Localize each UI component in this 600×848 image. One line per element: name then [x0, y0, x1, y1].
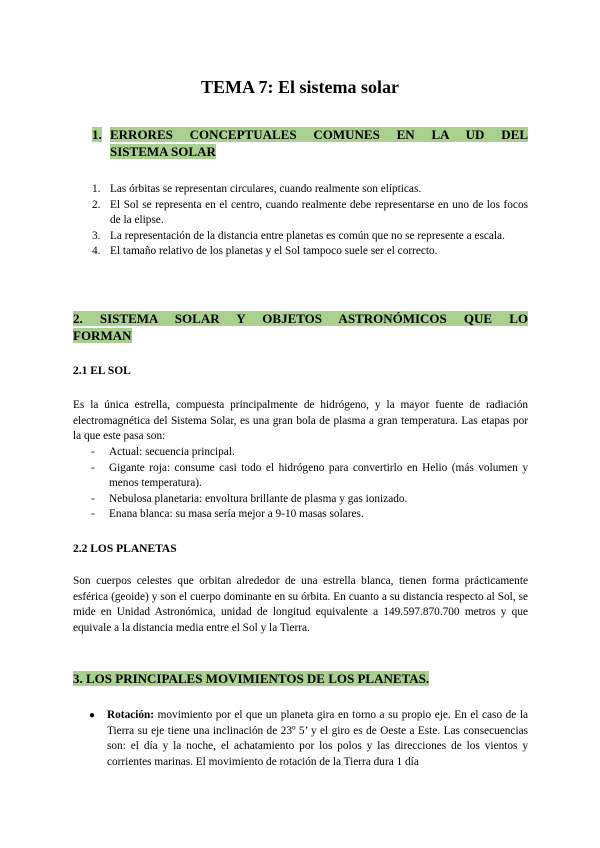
- list-item: - Gigante roja: consume casi todo el hidrógeno para convertirlo en Helio (más volumen y menos temperatura).: [91, 461, 528, 489]
- rotacion-text: movimiento por el que un planeta gira en torno a su propio eje. En el caso de la Tierra su eje tiene una inclinación de 23º 5’ y el giro es de Oeste a Este. Las consecuencias son: el día y la noche, el achatamiento por los polos y las direcciones de los vientos y corrientes marinas. El movimiento de rotación de la Tierra dura 1 día: [107, 709, 528, 768]
- planetas-paragraph: Son cuerpos celestes que orbitan alrededor de una estrella blanca, tienen forma prácticamente esférica (geoide) y son el cuerpo dominante en su órbita. En cuanto a su distancia respecto al Sol, se mide en Unidad Astronómica, unidad de longitud equivalente a 149.597.870.700 metros y que equivale a la distancia media entre el Sol y la Tierra.: [73, 575, 528, 634]
- subheading-los-planetas: 2.2 LOS PLANETAS: [73, 543, 177, 555]
- section-1-heading: [92, 126, 528, 160]
- bullet-icon: ●: [89, 710, 96, 721]
- list-item: 3. La representación de la distancia entre planetas es común que no se represente a escala.: [92, 229, 505, 242]
- section-3-heading-text: 3. LOS PRINCIPALES MOVIMIENTOS DE LOS PLANETAS.: [73, 671, 430, 686]
- rotacion-label: Rotación:: [107, 709, 155, 721]
- section-3-heading: [73, 670, 528, 687]
- errors-list: [92, 182, 528, 260]
- list-item: 2. El Sol se representa en el centro, cuando realmente debe representarse en uno de los focos de la elipse.: [92, 198, 528, 226]
- sol-stages-list: [91, 445, 528, 523]
- section-1-heading-line2: SISTEMA SOLAR: [110, 144, 216, 159]
- document-title: TEMA 7: El sistema solar: [201, 77, 399, 97]
- movements-list: [89, 708, 528, 770]
- section-2-heading-line1: 2. SISTEMA SOLAR Y OBJETOS ASTRONÓMICOS QUE LO: [73, 311, 528, 326]
- list-item: 1. Las órbitas se representan circulares, cuando realmente son elípticas.: [92, 183, 422, 195]
- section-2-heading-line2: FORMAN: [73, 328, 132, 343]
- subheading-el-sol: 2.1 EL SOL: [73, 365, 131, 377]
- section-1-number: 1.: [92, 127, 102, 142]
- list-item: 4. El tamaño relativo de los planetas y el Sol tampoco suele ser el correcto.: [92, 245, 438, 257]
- list-item: - Actual: secuencia principal.: [91, 446, 235, 458]
- section-1-heading-line1: ERRORES CONCEPTUALES COMUNES EN LA UD DEL: [110, 127, 528, 142]
- sol-paragraph: Es la única estrella, compuesta principalmente de hidrógeno, y la mayor fuente de radiación electromagnética del Sistema Solar, es una gran bola de plasma a gran temperatura. Las etapas por la que este pasa son:: [73, 399, 528, 442]
- list-item: - Enana blanca: su masa sería mejor a 9-10 masas solares.: [91, 508, 364, 520]
- section-2-heading: [73, 310, 528, 344]
- list-item: [89, 708, 528, 770]
- list-item: - Nebulosa planetaria: envoltura brillante de plasma y gas ionizado.: [91, 492, 408, 505]
